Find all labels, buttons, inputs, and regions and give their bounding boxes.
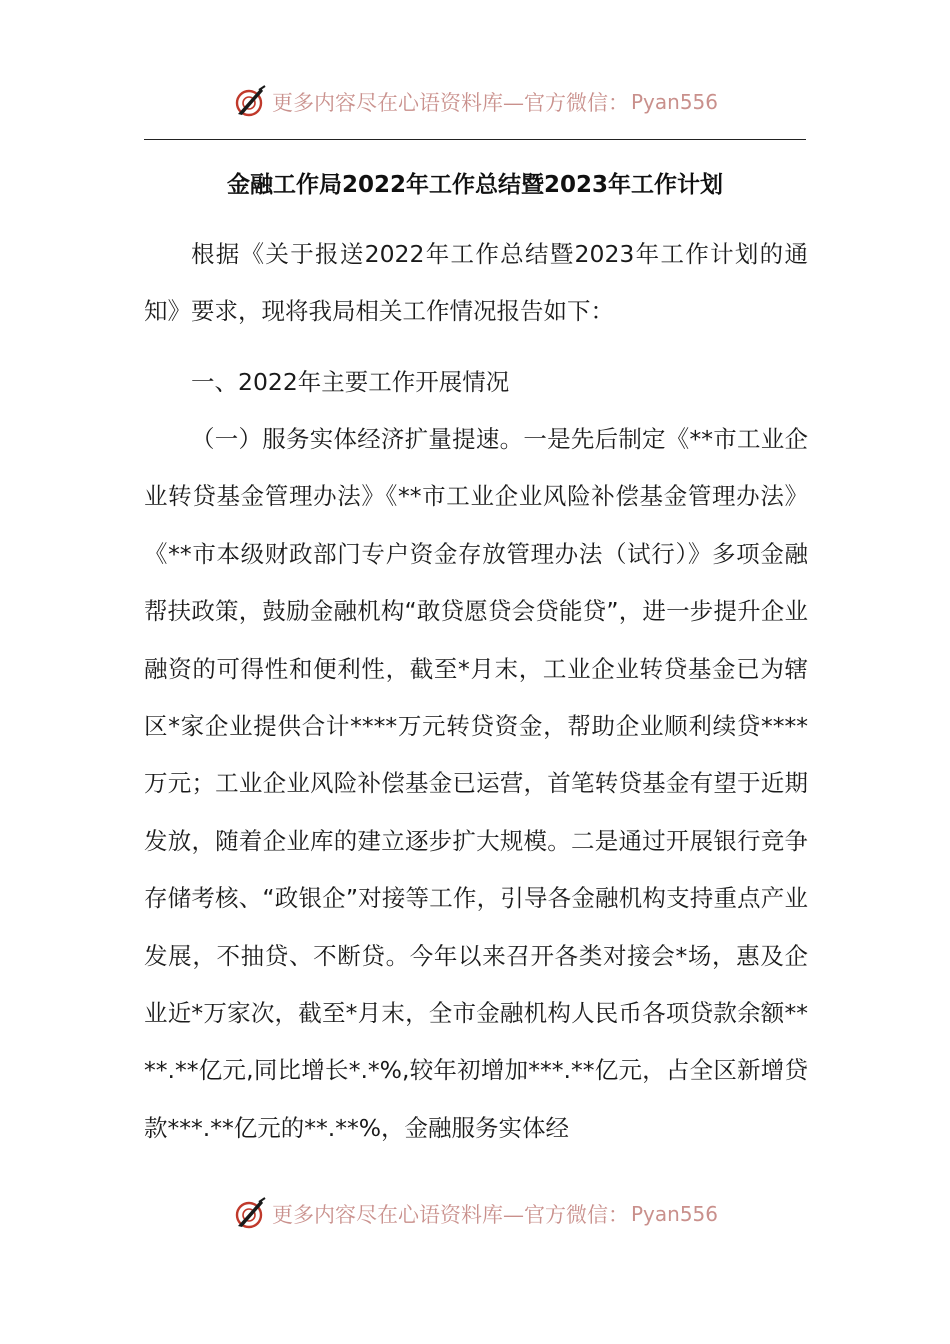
header-divider	[144, 139, 806, 140]
quill-logo-icon	[232, 84, 268, 120]
quill-logo-icon	[232, 1196, 268, 1232]
body-paragraph: （一）服务实体经济扩量提速。一是先后制定《**市工业企业转贷基金管理办法》《**市工业企业风险补偿基金管理办法》《**市本级财政部门专户资金存放管理办法（试行）》多项金融帮扶政策，鼓励金融机构“敢贷愿贷会贷能贷”，进一步提升企业融资的可得性和便利性，截至*月末，工业企业转贷基金已为辖区*家企业提供合计****万元转贷资金，帮助企业顺利续贷****万元；工业企业风险补偿基金已运营，首笔转贷基金有望于近期发放，随着企业库的建立逐步扩大规模。二是通过开展银行竞争存储考核、“政银企”对接等工作，引导各金融机构支持重点产业发展，不抽贷、不断贷。今年以来召开各类对接会*场，惠及企业近*万家次，截至*月末，全市金融机构人民币各项贷款余额****.**亿元,同比增长*.*%,较年初增加***.**亿元，占全区新增贷款***.**亿元的**.**%，金融服务实体经	[144, 425, 808, 1142]
footer-watermark	[0, 1192, 950, 1236]
intro-paragraph: 根据《关于报送2022年工作总结暨2023年工作计划的通知》要求，现将我局相关工作情况报告如下：	[144, 240, 808, 326]
header-watermark	[0, 80, 950, 124]
watermark-text: 更多内容尽在心语资料库—官方微信：	[271, 1203, 629, 1227]
watermark-text: 更多内容尽在心语资料库—官方微信：	[271, 91, 629, 115]
watermark-wechat-id: Pyan556	[630, 90, 718, 114]
watermark-wechat-id: Pyan556	[630, 1202, 718, 1226]
section-heading: 一、2022年主要工作开展情况	[191, 368, 510, 396]
document-title: 金融工作局2022年工作总结暨2023年工作计划	[226, 172, 724, 198]
